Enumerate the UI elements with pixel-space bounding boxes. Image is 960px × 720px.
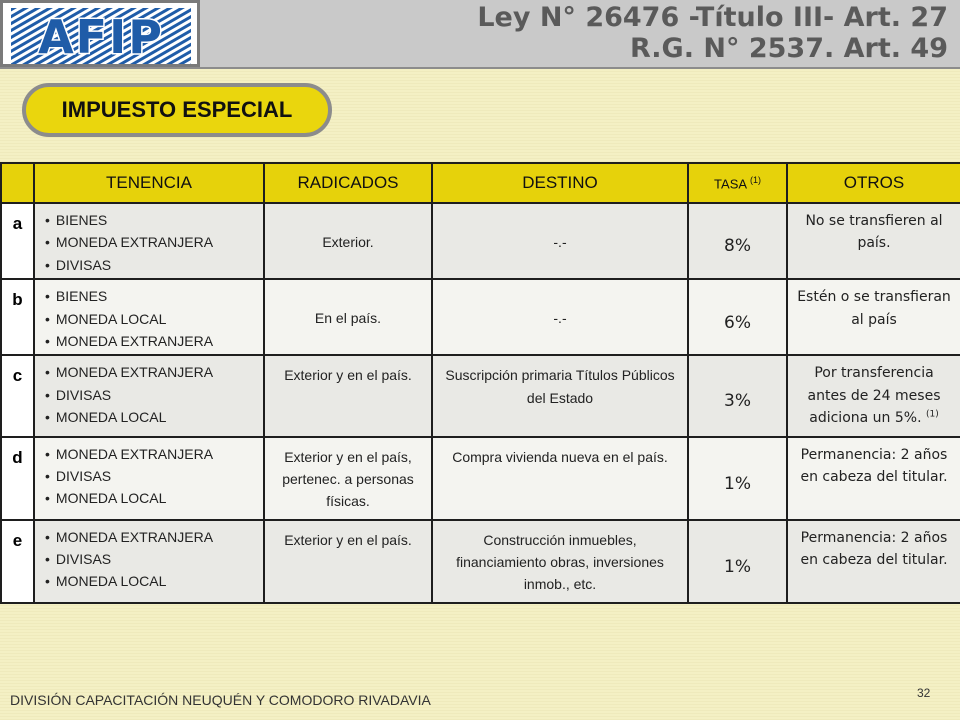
header-otros: OTROS xyxy=(787,163,960,203)
tenencia-item: • MONEDA LOCAL xyxy=(45,308,257,330)
tenencia-item: • MONEDA EXTRANJERA xyxy=(45,361,257,383)
otros-cell xyxy=(787,355,960,436)
row-letter: d xyxy=(1,437,34,520)
tenencia-item: • MONEDA EXTRANJERA xyxy=(45,231,257,253)
header-tenencia: TENENCIA xyxy=(34,163,264,203)
header-tasa xyxy=(688,163,787,203)
radicados-cell: Exterior y en el país. xyxy=(264,520,432,603)
tenencia-item: • DIVISAS xyxy=(45,548,257,570)
row-letter: b xyxy=(1,279,34,355)
tenencia-item: • MONEDA LOCAL xyxy=(45,406,257,428)
table-header-row xyxy=(1,163,960,203)
tenencia-item: • DIVISAS xyxy=(45,465,257,487)
otros-cell xyxy=(787,203,960,279)
header-radicados: RADICADOS xyxy=(264,163,432,203)
otros-cell xyxy=(787,437,960,520)
afip-logo-icon xyxy=(11,8,191,64)
tenencia-item: • BIENES xyxy=(45,209,257,231)
header-destino: DESTINO xyxy=(432,163,688,203)
otros-note: (1) xyxy=(925,409,939,420)
tenencia-cell xyxy=(34,437,264,520)
tenencia-item: • MONEDA LOCAL xyxy=(45,487,257,509)
title-line-2: R.G. N° 2537. Art. 49 xyxy=(629,33,948,64)
row-letter: e xyxy=(1,520,34,603)
header-tasa-label: TASA xyxy=(714,176,747,192)
tenencia-item: • DIVISAS xyxy=(45,254,257,276)
destino-cell: -.- xyxy=(432,279,688,355)
impuesto-especial-badge: IMPUESTO ESPECIAL xyxy=(22,83,332,137)
header-tasa-note: (1) xyxy=(749,174,761,185)
row-letter: c xyxy=(1,355,34,436)
page-number: 32 xyxy=(917,686,931,700)
destino-cell: Suscripción primaria Títulos Públicos del Estado xyxy=(432,355,688,436)
slide-header xyxy=(0,0,960,69)
footer-division: DIVISIÓN CAPACITACIÓN NEUQUÉN Y COMODORO RIVADAVIA xyxy=(10,692,431,708)
destino-cell: Compra vivienda nueva en el país. xyxy=(432,437,688,520)
tenencia-cell xyxy=(34,355,264,436)
table-row xyxy=(1,279,960,355)
tenencia-cell xyxy=(34,520,264,603)
row-letter: a xyxy=(1,203,34,279)
tenencia-item: • DIVISAS xyxy=(45,384,257,406)
destino-cell: -.- xyxy=(432,203,688,279)
destino-cell: Construcción inmuebles, financiamiento obras, inversiones inmob., etc. xyxy=(432,520,688,603)
table-row xyxy=(1,520,960,603)
afip-logo xyxy=(0,0,200,67)
table-row xyxy=(1,203,960,279)
otros-text: Estén o se transfieran al país xyxy=(797,289,951,328)
tenencia-cell xyxy=(34,203,264,279)
radicados-cell: En el país. xyxy=(264,279,432,355)
otros-cell xyxy=(787,279,960,355)
tenencia-item: • MONEDA LOCAL xyxy=(45,570,257,592)
title-line-1: Ley N° 26476 -Título III- Art. 27 xyxy=(477,2,948,33)
tasa-cell: 6% xyxy=(688,279,787,355)
tenencia-item: • MONEDA EXTRANJERA xyxy=(45,526,257,548)
tasa-cell: 3% xyxy=(688,355,787,436)
tenencia-item: • MONEDA EXTRANJERA xyxy=(45,443,257,465)
otros-text: Permanencia: 2 años en cabeza del titular. xyxy=(800,446,948,485)
radicados-cell: Exterior y en el país, pertenec. a personas físicas. xyxy=(264,437,432,520)
header-letter xyxy=(1,163,34,203)
table-row xyxy=(1,355,960,436)
tasa-cell: 8% xyxy=(688,203,787,279)
radicados-cell: Exterior. xyxy=(264,203,432,279)
logo-text: AFIP xyxy=(38,10,164,64)
tenencia-item: • BIENES xyxy=(45,285,257,307)
tasa-cell: 1% xyxy=(688,437,787,520)
table-row xyxy=(1,437,960,520)
radicados-cell: Exterior y en el país. xyxy=(264,355,432,436)
otros-text: Por transferencia antes de 24 meses adiciona un 5%. xyxy=(807,365,941,427)
tax-table xyxy=(0,162,960,604)
otros-text: No se transfieren al país. xyxy=(805,213,943,252)
tenencia-item: • MONEDA EXTRANJERA xyxy=(45,330,257,352)
tasa-cell: 1% xyxy=(688,520,787,603)
otros-text: Permanencia: 2 años en cabeza del titular. xyxy=(800,529,948,569)
tenencia-cell xyxy=(34,279,264,355)
otros-cell xyxy=(787,520,960,603)
